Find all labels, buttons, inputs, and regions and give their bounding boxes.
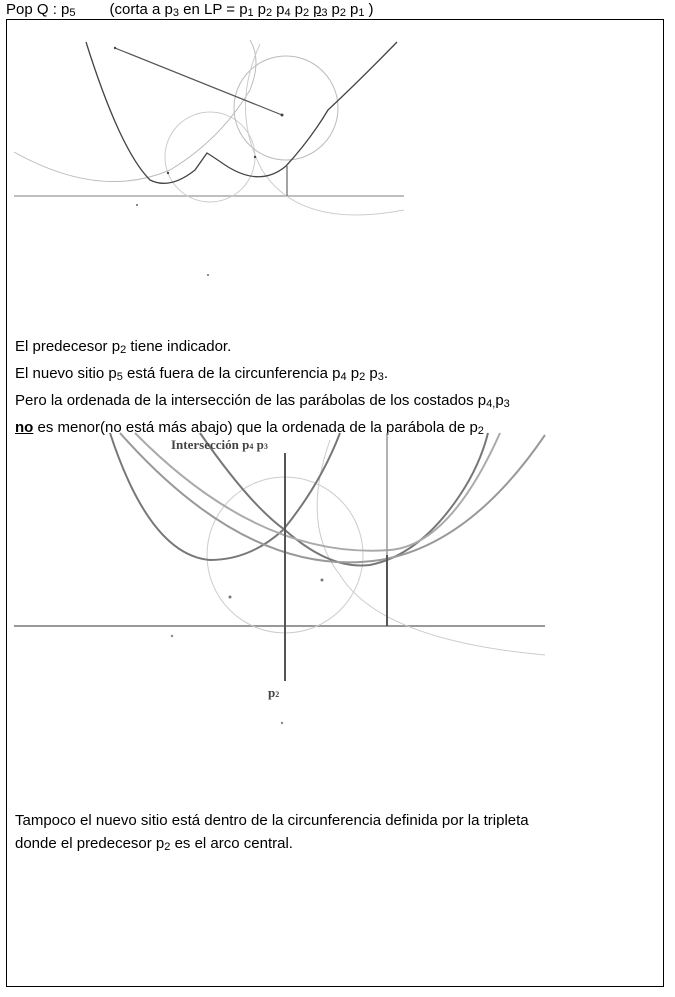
figure-2-diagram bbox=[0, 425, 560, 775]
para2-line1: Tampoco el nuevo sitio está dentro de la circunferencia definida por la tripleta bbox=[15, 812, 529, 829]
note-sub: 3 bbox=[172, 7, 179, 19]
arc-large bbox=[317, 440, 545, 655]
point bbox=[136, 204, 138, 206]
para2-line2: donde el predecesor p2 es el arco central. bbox=[15, 835, 293, 853]
label-p2: p2 bbox=[268, 685, 280, 700]
circle-left bbox=[165, 112, 255, 202]
sequence-site: p2 bbox=[257, 1, 273, 19]
sequence-site: p2 bbox=[331, 1, 347, 19]
figure-1-diagram bbox=[0, 30, 420, 280]
beach-line-sequence bbox=[239, 1, 368, 18]
point bbox=[167, 172, 169, 174]
pop-sub: 5 bbox=[69, 7, 76, 19]
emphasis-no: no bbox=[15, 419, 34, 436]
parabola-thin bbox=[245, 44, 404, 215]
point bbox=[207, 274, 209, 276]
parabola-p3 bbox=[200, 433, 488, 566]
point bbox=[171, 635, 173, 637]
point bbox=[229, 596, 232, 599]
sequence-site: p4 bbox=[276, 1, 291, 19]
point bbox=[281, 722, 283, 724]
sequence-site: p3 bbox=[313, 1, 328, 19]
pop-label: Pop Q : p bbox=[6, 1, 70, 18]
point bbox=[281, 114, 284, 117]
note-mid: en LP = bbox=[179, 1, 240, 18]
point bbox=[321, 579, 324, 582]
sequence-site: p2 bbox=[294, 1, 310, 19]
point bbox=[114, 47, 116, 49]
sequence-site: p1 bbox=[350, 1, 365, 19]
edge-segment bbox=[115, 48, 282, 115]
para1-line3: Pero la ordenada de la intersección de las parábolas de los costados p4,p3 bbox=[15, 392, 510, 410]
para1-line1: El predecesor p2 tiene indicador. bbox=[15, 338, 232, 356]
note-prefix: (corta a p bbox=[109, 1, 173, 18]
point bbox=[254, 156, 256, 158]
para1-line4: no es menor(no está más abajo) que la ordenada de la parábola de p2 bbox=[15, 419, 484, 437]
para1-line2: El nuevo sitio p5 está fuera de la circunferencia p4 p2 p3. bbox=[15, 365, 389, 383]
paragraph-2 bbox=[15, 809, 529, 859]
sequence-site: p1 bbox=[239, 1, 254, 19]
beach-line bbox=[86, 42, 397, 183]
note-suffix: ) bbox=[368, 1, 374, 18]
label-intersection: Intersección p4 p3 bbox=[171, 437, 268, 452]
